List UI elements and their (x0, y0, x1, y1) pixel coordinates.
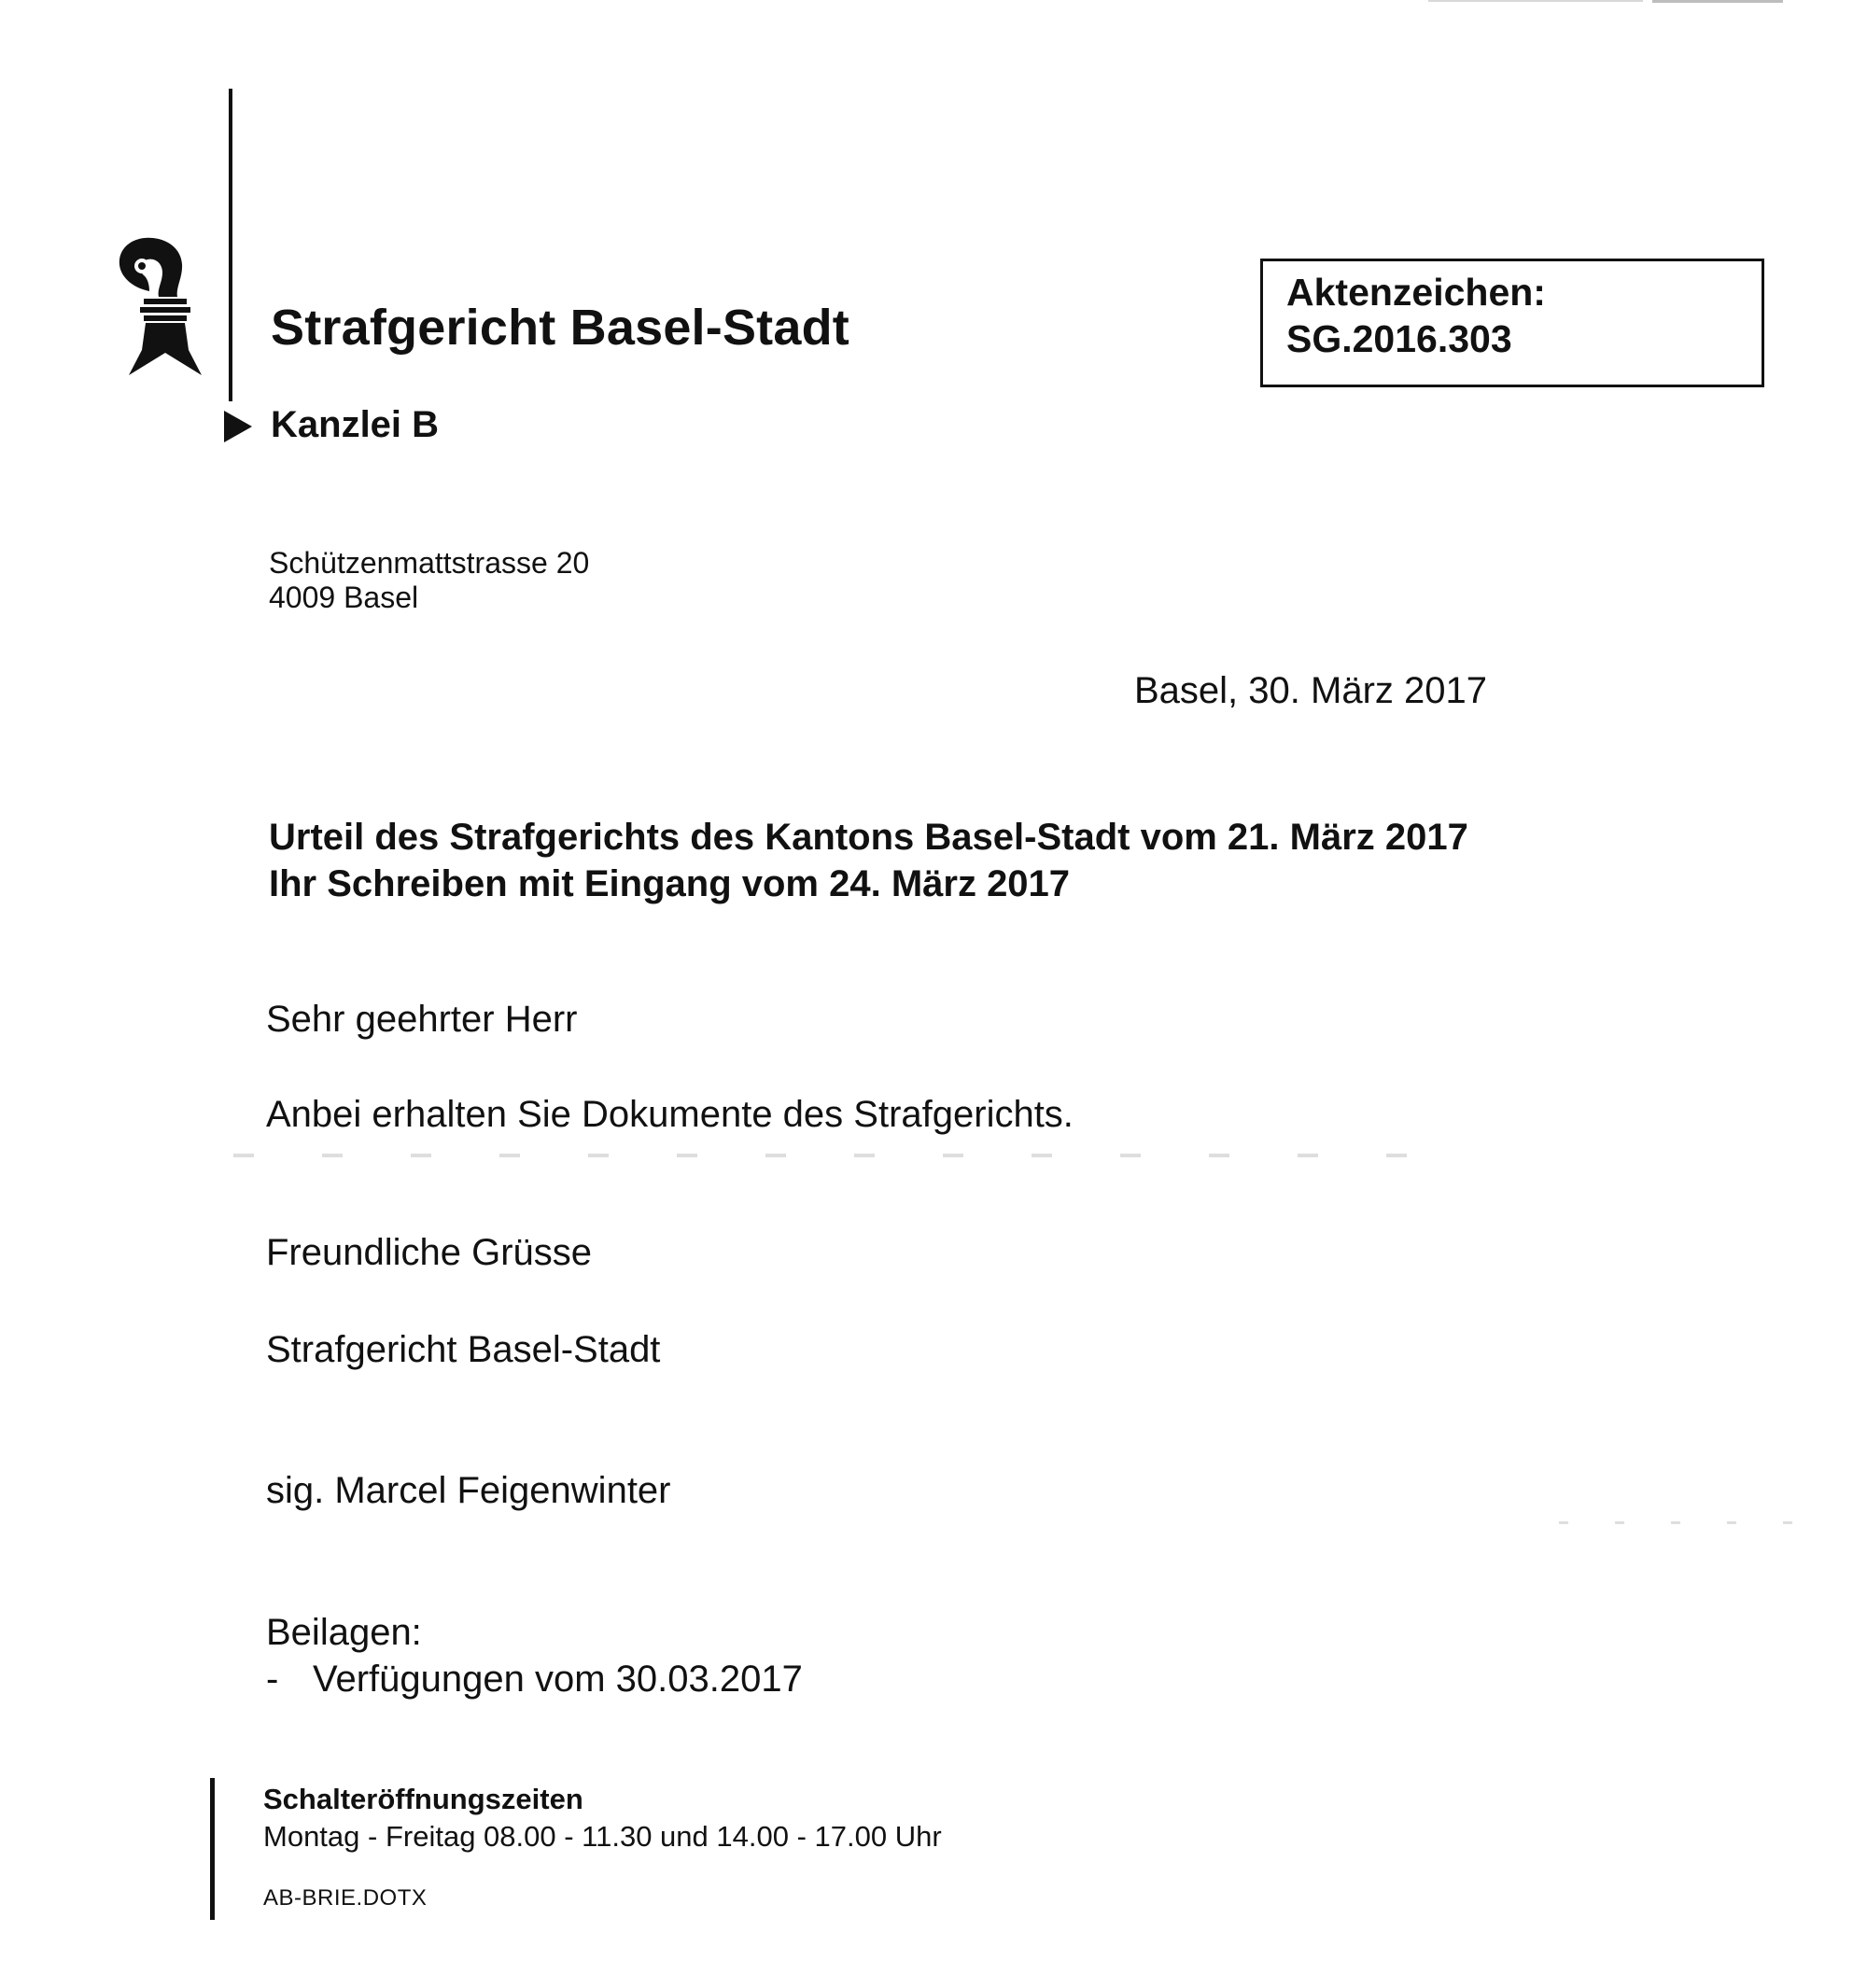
triangle-right-icon (224, 411, 252, 442)
letter-date: Basel, 30. März 2017 (1134, 670, 1487, 711)
footer-heading: Schalteröffnungszeiten (263, 1783, 583, 1815)
subject-line-2: Ihr Schreiben mit Eingang vom 24. März 2017 (269, 863, 1071, 904)
body-text: Anbei erhalten Sie Dokumente des Strafgerichts. (266, 1094, 1074, 1135)
reference-label: Aktenzeichen: (1286, 271, 1546, 314)
baselstab-icon (112, 233, 205, 378)
scan-artifact (1652, 0, 1783, 3)
footer-hours: Montag - Freitag 08.00 - 11.30 und 14.00 - 17.00 Uhr (263, 1820, 942, 1853)
header-vertical-rule (229, 89, 232, 401)
list-bullet: - (266, 1659, 279, 1700)
reference-number: SG.2016.303 (1286, 317, 1512, 360)
scan-artifact (1559, 1521, 1802, 1524)
signature: sig. Marcel Feigenwinter (266, 1470, 671, 1511)
subject-line-1: Urteil des Strafgerichts des Kantons Basel-Stadt vom 21. März 2017 (269, 817, 1468, 858)
template-code: AB-BRIE.DOTX (263, 1885, 428, 1911)
footer-vertical-rule (210, 1778, 215, 1920)
address-street: Schützenmattstrasse 20 (269, 546, 590, 580)
closing: Freundliche Grüsse (266, 1232, 593, 1273)
address-city: 4009 Basel (269, 581, 419, 614)
scan-artifact (1428, 0, 1643, 2)
enclosures-label: Beilagen: (266, 1612, 422, 1653)
enclosure-item: Verfügungen vom 30.03.2017 (313, 1659, 803, 1700)
department-label: Kanzlei B (271, 404, 440, 445)
organization-title: Strafgericht Basel-Stadt (271, 300, 849, 356)
scan-artifact (233, 1154, 1466, 1157)
salutation: Sehr geehrter Herr (266, 999, 578, 1040)
signoff-organization: Strafgericht Basel-Stadt (266, 1329, 661, 1370)
